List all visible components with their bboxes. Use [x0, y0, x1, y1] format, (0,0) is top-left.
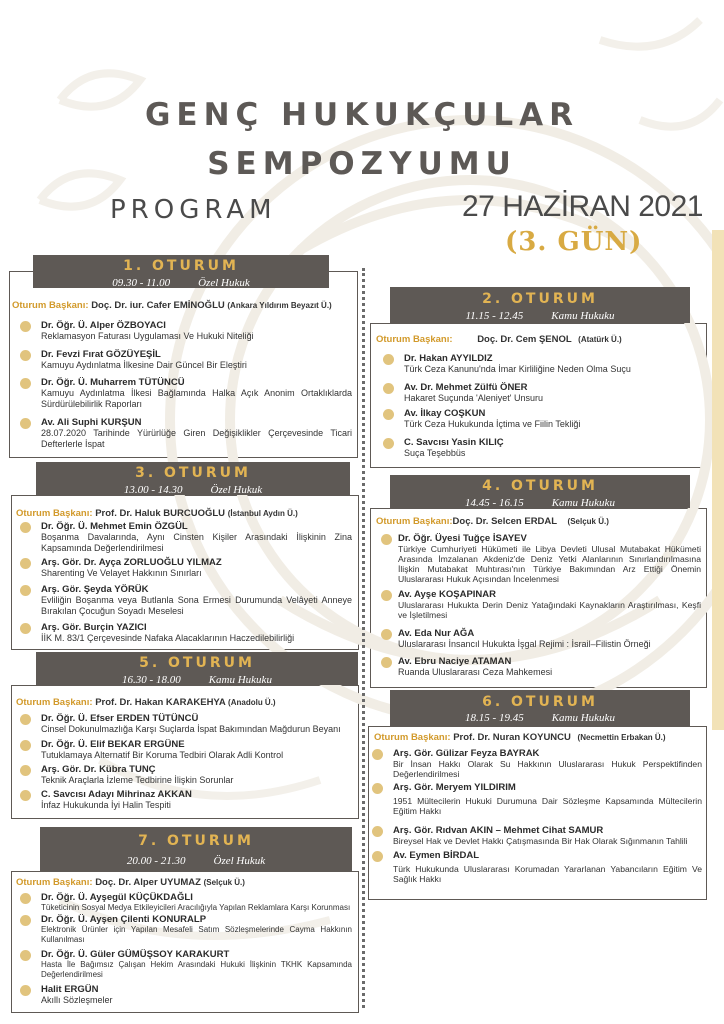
session-chair: Oturum Başkanı: Prof. Dr. Nuran KOYUNCU (Necmettin Erbakan Ü.) — [374, 732, 666, 743]
bullet-icon — [372, 851, 383, 862]
session-chair: Oturum Başkanı: Prof. Dr. Hakan KARAKEHYA (Anadolu Ü.) — [16, 697, 276, 708]
session-title: 5. OTURUM — [139, 655, 255, 671]
title-line-1: GENÇ HUKUKÇULAR — [144, 97, 580, 133]
list-item: Arş. Gör. Dr. Kübra TUNÇ Teknik Araçlarla İzleme Tedbirine İlişkin Sorunlar — [20, 764, 352, 786]
bullet-icon — [383, 409, 394, 420]
session-title: 7. OTURUM — [138, 833, 254, 849]
session-chair: Oturum Başkanı: Prof. Dr. Haluk BURCUOĞLU (İstanbul Aydın Ü.) — [16, 508, 298, 519]
list-item: Dr. Öğr. Ü. Ayşegül KÜÇÜKDAĞLI Tüketicinin Sosyal Medya Etkileyicileri Aracılığıyla Yapılan Reklamlara Karşı Korunması — [20, 892, 352, 913]
session-title: 4. OTURUM — [482, 478, 598, 494]
bullet-icon — [381, 534, 392, 545]
list-item: Av. Eymen BİRDAL Türk Hukukunda Uluslararası Korumadan Yararlanan Yabancıların Eğitim Ve Sağlık Hakkı — [372, 850, 702, 884]
session-header — [33, 255, 329, 288]
session-header — [36, 652, 358, 685]
bullet-icon — [20, 350, 31, 361]
session-title: 3. OTURUM — [135, 465, 251, 481]
list-item: Dr. Öğr. Ü. Mehmet Emin ÖZGÜL Boşanma Davalarında, Aynı Cinsten Kişiler Arasındaki İlişkinin Zina Kapsamında Değerlendirilmesi — [20, 521, 352, 554]
column-divider — [362, 268, 365, 1008]
bullet-icon — [20, 714, 31, 725]
session-field: Kamu Hukuku — [551, 712, 615, 724]
session-time: 13.00 - 14.30 — [123, 484, 183, 496]
session-header — [36, 462, 350, 495]
session-title: 6. OTURUM — [482, 694, 598, 710]
bullet-icon — [20, 558, 31, 569]
list-item: Dr. Öğr. Ü. Alper ÖZBOYACI Reklamasyon Faturası Uygulaması Ve Hukuki Niteliği — [20, 320, 352, 342]
session-time: 20.00 - 21.30 — [126, 855, 186, 867]
session-time: 11.15 - 12.45 — [465, 310, 524, 322]
list-item: Dr. Öğr. Ü. Elif BEKAR ERGÜNE Tutuklamaya Alternatif Bir Koruma Tedbiri Olarak Adli Kontrol — [20, 739, 352, 761]
bullet-icon — [381, 629, 392, 640]
bullet-icon — [20, 790, 31, 801]
session-field: Kamu Hukuku — [208, 674, 272, 686]
list-item: Arş. Gör. Şeyda YÖRÜK Evliliğin Boşanma veya Butlanla Sona Ermesi Durumunda Velâyeti Anneye Bırakılan Çocuğun Soyadı Meselesi — [20, 584, 352, 617]
list-item: Dr. Öğr. Üyesi Tuğçe İSAYEV Türkiye Cumhuriyeti Hükümeti ile Libya Devleti Ulusal Mutabakat Hükümeti Arasında İmzalanan Akdeniz'de Deniz Yetki Alanlarının Sınırlandırılmasına İlişkin Mutabakat Muhtırası'nın Türkiye Bakımından Arz Ettiği Önemin Uluslararası Hukuk Açısından İncelenmesi — [381, 533, 701, 584]
list-item: Arş. Gör. Rıdvan AKIN – Mehmet Cihat SAMUR Bireysel Hak ve Devlet Hakkı Çatışmasında Bir Hak Olarak Sığınmanın Tahlili — [372, 825, 702, 846]
list-item: Av. Ayşe KOŞAPINAR Uluslararası Hukukta Derin Deniz Yatağındaki Kaynakların Araştırılması, Keşfi ve İşletilmesi — [381, 589, 701, 620]
session-time: 09.30 - 11.00 — [112, 277, 171, 289]
list-item: Dr. Öğr. Ü. Güler GÜMÜŞSOY KARAKURT Hasta İle Bağımsız Çalışan Hekim Arasındaki Hukuki İlişkinin TKHK Kapsamında Değerlendirilmesi — [20, 949, 352, 980]
bullet-icon — [20, 950, 31, 961]
bullet-icon — [383, 354, 394, 365]
bullet-icon — [20, 522, 31, 533]
bullet-icon — [383, 438, 394, 449]
session-field: Kamu Hukuku — [551, 497, 615, 509]
session-header — [390, 690, 690, 726]
event-date: 27 HAZİRAN 2021 — [462, 190, 703, 223]
list-item: Dr. Öğr. Ü. Muharrem TÜTÜNCÜ Kamuyu Aydınlatma İlkesi Bağlamında Halka Açık Anonim Ortaklıklarda Sürdürülebilirlik Raporları — [20, 377, 352, 410]
bullet-icon — [372, 826, 383, 837]
title-line-2: SEMPOZYUMU — [207, 146, 517, 182]
session-chair: Oturum Başkanı: Doç. Dr. Cem ŞENOL (Atatürk Ü.) — [376, 334, 622, 345]
bullet-icon — [20, 985, 31, 996]
list-item: Halit ERGÜN Akıllı Sözleşmeler — [20, 984, 352, 1006]
session-time: 18.15 - 19.45 — [465, 712, 524, 724]
session-time: 16.30 - 18.00 — [122, 674, 181, 686]
bullet-icon — [20, 321, 31, 332]
session-title: 2. OTURUM — [482, 291, 598, 307]
session-field: Özel Hukuk — [210, 484, 263, 496]
bullet-icon — [20, 740, 31, 751]
session-chair: Oturum Başkanı: Doç. Dr. Alper UYUMAZ (Selçuk Ü.) — [16, 877, 245, 888]
session-header — [40, 827, 352, 871]
list-item: Av. Dr. Mehmet Zülfü ÖNER Hakaret Suçunda 'Aleniyet' Unsuru — [383, 382, 701, 404]
session-field: Özel Hukuk — [213, 855, 266, 867]
session-header — [390, 287, 690, 323]
session-field: Kamu Hukuku — [551, 310, 615, 322]
session-time: 14.45 - 16.15 — [465, 497, 524, 509]
session-header — [390, 475, 690, 508]
bullet-icon — [20, 585, 31, 596]
list-item: Av. Ebru Naciye ATAMAN Ruanda Uluslararası Ceza Mahkemesi — [381, 656, 701, 678]
session-chair: Oturum Başkanı: Doç. Dr. iur. Cafer EMİNOĞLU (Ankara Yıldırım Beyazıt Ü.) — [12, 300, 332, 311]
bullet-icon — [372, 749, 383, 760]
bullet-icon — [383, 383, 394, 394]
list-item: Dr. Öğr. Ü. Ayşen Çilenti KONURALP Elektronik Ürünler için Yapılan Mesafeli Satım Sözleşmelerinde Cayma Hakkının Kullanılması — [20, 914, 352, 945]
bullet-icon — [20, 915, 31, 926]
list-item: Dr. Hakan AYYILDIZ Türk Ceza Kanunu'nda İmar Kirliliğine Neden Olma Suçu — [383, 353, 701, 375]
list-item: Av. Ali Suphi KURŞUN 28.07.2020 Tarihinde Yürürlüğe Giren Değişiklikler Çerçevesinde Ticari Defterlerle İspat — [20, 417, 352, 450]
list-item: Av. Eda Nur AĞA Uluslararası İnsancıl Hukukta İşgal Rejimi : İsrail–Filistin Örneği — [381, 628, 701, 650]
session-title: 1. OTURUM — [123, 258, 239, 274]
bullet-icon — [20, 378, 31, 389]
event-day: (3. GÜN) — [505, 227, 643, 257]
list-item: C. Savcısı Yasin KILIÇ Suça Teşebbüs — [383, 437, 701, 459]
session-chair: Oturum Başkanı:Doç. Dr. Selcen ERDAL (Selçuk Ü.) — [376, 516, 609, 527]
list-item: Arş. Gör. Dr. Ayça ZORLUOĞLU YILMAZ Sharenting Ve Velayet Hakkının Sınırları — [20, 557, 352, 579]
bullet-icon — [372, 783, 383, 794]
list-item: Arş. Gör. Burçin YAZICI İİK M. 83/1 Çerçevesinde Nafaka Alacaklarının Haczedilebilirliği — [20, 622, 352, 644]
bullet-icon — [20, 765, 31, 776]
bullet-icon — [20, 418, 31, 429]
list-item: Av. İlkay COŞKUN Türk Ceza Hukukunda İçtima ve Fiilin Tekliği — [383, 408, 701, 430]
bullet-icon — [381, 590, 392, 601]
list-item: C. Savcısı Adayı Mihrinaz AKKAN İnfaz Hukukunda İyi Halin Tespiti — [20, 789, 352, 811]
bullet-icon — [381, 657, 392, 668]
list-item: Arş. Gör. Meryem YILDIRIM 1951 Mültecilerin Hukuki Durumuna Dair Sözleşme Kapsamında Mültecilerin Eğitim Hakkı — [372, 782, 702, 816]
bullet-icon — [20, 623, 31, 634]
bullet-icon — [20, 893, 31, 904]
list-item: Dr. Fevzi Fırat GÖZÜYEŞİL Kamuyu Aydınlatma İlkesine Dair Güncel Bir Eleştiri — [20, 349, 352, 371]
session-field: Özel Hukuk — [198, 277, 250, 289]
program-label: PROGRAM — [110, 195, 277, 225]
list-item: Dr. Öğr. Ü. Efser ERDEN TÜTÜNCÜ Cinsel Dokunulmazlığa Karşı Suçlarda İspat Bakımından Mağdurun Beyanı — [20, 713, 352, 735]
list-item: Arş. Gör. Gülizar Feyza BAYRAK Bir İnsan Hakkı Olarak Su Hakkının Uluslararası Hukuk Perspektifinden Değerlendirilmesi — [372, 748, 702, 779]
